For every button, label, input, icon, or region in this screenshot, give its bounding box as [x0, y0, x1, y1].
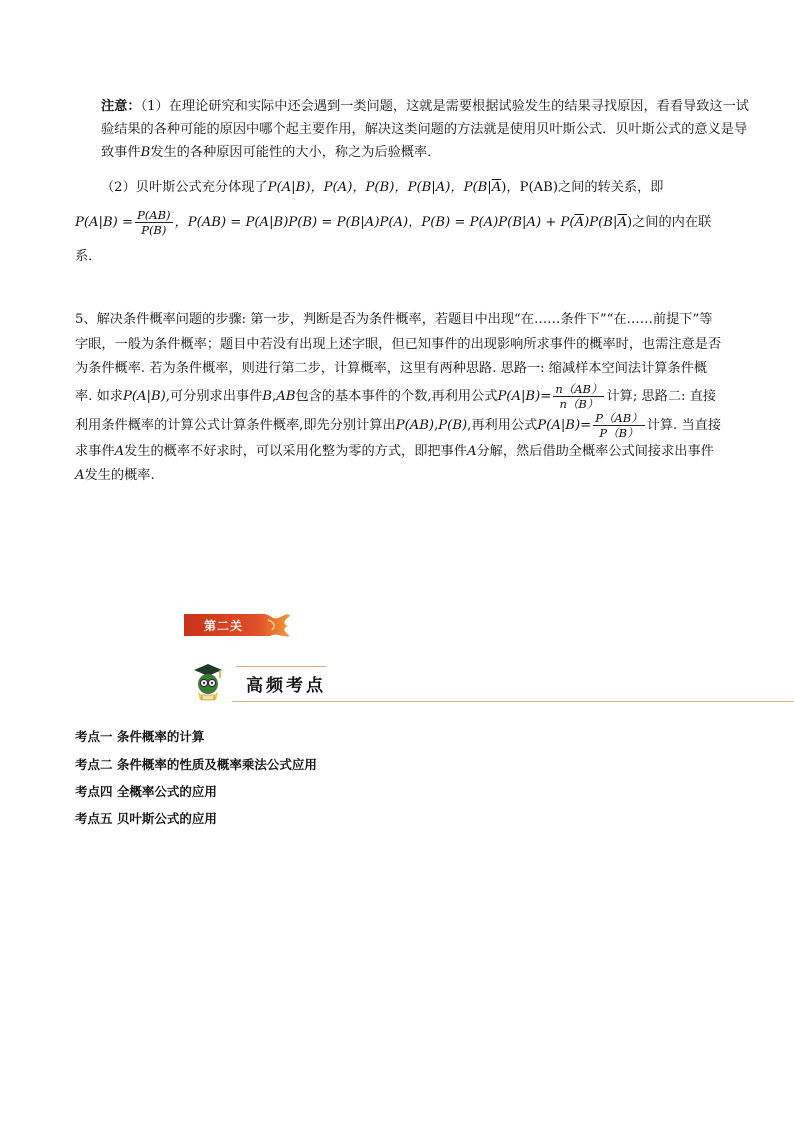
kaodian-item-1: 考点一 条件概率的计算 — [75, 729, 205, 744]
scholar-mascot-icon — [190, 662, 226, 702]
fraction-pab-over-pb-2: $\frac{P(AB)}{P(B)}$ — [595, 410, 643, 440]
note-label: 注意： — [101, 99, 141, 114]
heading-bottom-rule — [232, 701, 794, 702]
section-heading — [190, 662, 794, 704]
bayes-formula-line: P(A|B) = $\frac{P(AB)}{P(B)}$ ，P(AB) = P(A|B)P(B) = P(B|A)P(A)，$P(B) = P(A)P(B|A) + P(\overline{A})P(B|\overline{A})$之间的内在联系． — [75, 208, 712, 264]
heading-top-rule — [236, 666, 326, 667]
kaodian-item-5: 考点五 贝叶斯公式的应用 — [75, 811, 217, 826]
banner-label: 第二关 — [204, 619, 244, 633]
level-banner — [184, 612, 290, 638]
note-paragraph-1: 注意：（1）在理论研究和实际中还会遇到一类问题，这就是需要根据试验发生的结果寻找原因，看看导致这一试验结果的各种可能的原因中哪个起主要作用，解决这类问题的方法就是使用贝叶斯公式．贝叶斯公式的意义是导致事件B发生的各种原因可能性的大小，称之为后验概率． — [101, 99, 749, 160]
kaodian-item-2: 考点二 条件概率的性质及概率乘法公式应用 — [75, 757, 317, 772]
section-title: 高频考点 — [246, 676, 326, 696]
fraction-pab-over-pb: $\frac{P(AB)}{P(B)}$ — [137, 208, 171, 237]
note-paragraph-2: （2）贝叶斯公式充分体现了P(A|B)，P(A)，P(B)，P(B|A)，$P(B|\overline{A})$，P(AB)之间的转关系，即 — [101, 180, 664, 195]
step-5-paragraph: 5、解决条件概率问题的步骤: 第一步，判断是否为条件概率，若题目中出现“在……条件下”“在……前提下”等字眼，一般为条件概率；题目中若没有出现上述字眼，但已知事件的出现影响所求事件的概率时，也需注意是否为条件概率. 若为条件概率，则进行第二步，计算概率，这里有两种思路. 思路一: 缩减样本空间法计算条件概率. 如求P(A|B),可分别求出事件B,AB包含的基本事件的个数,再利用公式P(A|B)= $\frac{n(AB)}{n(B)}$ 计算; 思路二: 直接利用条件概率的计算公式计算条件概率,即先分别计算出P(AB),P(B),再利用公式P(A|B)= $\frac{P(AB)}{P(B)}$ 计算. 当直接求事件A发生的概率不好求时，可以采用化整为零的方式，即把事件A分解，然后借助全概率公式间接求出事件A发生的概率. — [75, 312, 722, 483]
kaodian-item-4: 考点四 全概率公式的应用 — [75, 784, 217, 799]
fraction-nab-over-nb: $\frac{n(AB)}{n(B)}$ — [555, 381, 603, 411]
